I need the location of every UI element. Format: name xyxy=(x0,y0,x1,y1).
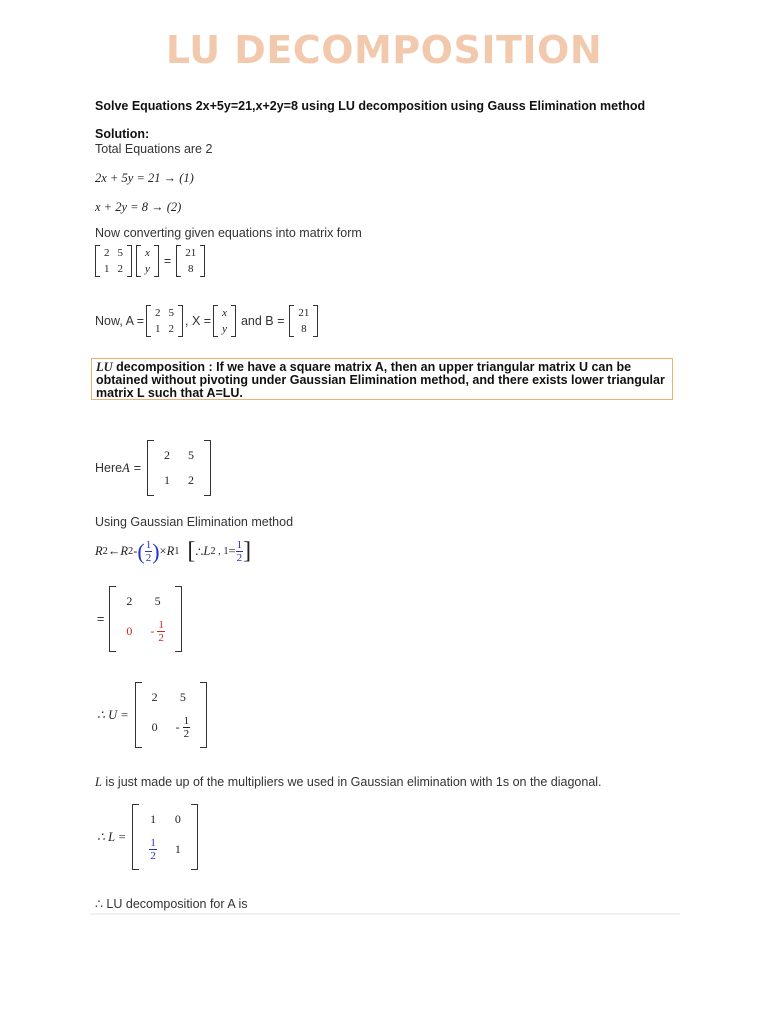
u-matrix: 2 5 0 - $\frac{1}{2}$ xyxy=(135,682,208,748)
l-matrix: 1 0 $\frac{1}{2}$ 1 xyxy=(132,804,198,870)
u-matrix-row: ∴ U = 2 5 0 - $\frac{1}{2}$ xyxy=(97,682,209,748)
page-title: LU DECOMPOSITION xyxy=(165,28,603,72)
equals-sign: = xyxy=(163,254,172,268)
matrix-equation xyxy=(93,245,207,277)
solution-label: Solution: xyxy=(95,127,150,141)
step-matrix: 2 5 0 - $\frac{1}{2}$ xyxy=(109,586,182,652)
matrix-definitions: Now, A = 2 5 1 2 , X = x y and B = 21 8 xyxy=(95,305,320,337)
vector-b-def: 21 8 xyxy=(289,305,318,337)
vector-x: x y xyxy=(136,245,159,277)
total-equations: Total Equations are 2 xyxy=(95,142,213,156)
here-a: Here A = 2 5 1 2 xyxy=(95,440,213,496)
equation-2: x + 2y = 8 → (2) xyxy=(95,200,182,214)
matrix-a: 2 5 1 2 xyxy=(95,245,132,277)
problem-statement: Solve Equations 2x+5y=21,x+2y=8 using LU decomposition using Gauss Elimination method xyxy=(95,99,646,113)
vector-x-def: x y xyxy=(213,305,236,337)
convert-text: Now converting given equations into matrix form xyxy=(95,226,362,240)
row-operation: R 2 ← R 2 - ( $\frac{1}{2}$ ) × R 1 [ ∴ L 2 , 1 = $\frac{1}{2}$ ] xyxy=(95,538,252,564)
matrix-a-big: 2 5 1 2 xyxy=(147,440,211,496)
lu-definition-box: LU decomposition : If we have a square matrix A, then an upper triangular matrix U can be obtained without pivoting under Gaussian Elimination method, and there exists lower triangular matrix L such that A=LU. xyxy=(91,358,673,400)
conclusion-text: ∴ LU decomposition for A is xyxy=(95,897,248,911)
matrix-a-def: 2 5 1 2 xyxy=(146,305,183,337)
l-description: L is just made up of the multipliers we used in Gaussian elimination with 1s on the diagonal. xyxy=(95,775,602,789)
using-gauss-text: Using Gaussian Elimination method xyxy=(95,515,294,529)
step-matrix-row: = 2 5 0 - $\frac{1}{2}$ xyxy=(97,586,184,652)
l-matrix-row: ∴ L = 1 0 $\frac{1}{2}$ 1 xyxy=(97,804,200,870)
equation-1: 2x + 5y = 21 → (1) xyxy=(95,171,194,185)
vector-b: 21 8 xyxy=(176,245,205,277)
bottom-divider xyxy=(90,913,680,915)
